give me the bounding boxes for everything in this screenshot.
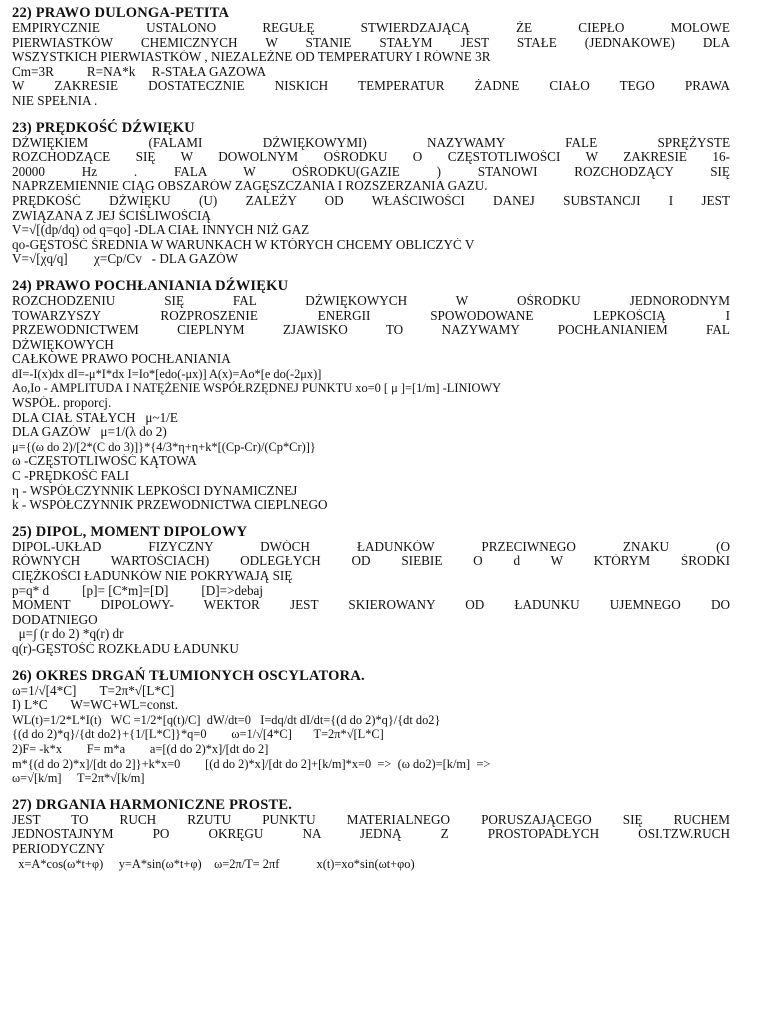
text-line: DŹWIĘKIEM (FALAMI DŹWIĘKOWYMI) NAZYWAMY FALE SPRĘŻYSTE xyxy=(12,135,730,150)
text-line: CIĘŻKOŚCI ŁADUNKÓW NIE POKRYWAJĄ SIĘ xyxy=(12,569,293,583)
section-26 xyxy=(12,669,730,786)
formula-line: I) L*C W=WC+WL=const. xyxy=(12,698,179,713)
text-line: RÓWNYCH WARTOŚCIACH) ODLEGŁYCH OD SIEBIE O d W KTÓRYM ŚRODKI xyxy=(12,554,730,569)
section-heading: 24) PRAWO POCHŁANIANIA DŹWIĘKU xyxy=(12,277,289,294)
text-line: qo-GĘSTOŚĆ ŚREDNIA W WARUNKACH W KTÓRYCH CHCEMY OBLICZYĆ V xyxy=(12,237,475,252)
formula-line: p=q* d [p]= [C*m]=[D] [D]=>debaj xyxy=(12,583,264,598)
formula-line: m*{(d do 2)*x]/[dt do 2]}+k*x=0 [(d do 2)*x]/[dt do 2]+[k/m]*x=0 => (ω do2)=[k/m] => xyxy=(12,756,491,771)
formula-line: WL(t)=1/2*L*I(t) WC =1/2*[q(t)/C] dW/dt=0 I=dq/dt dI/dt={(d do 2)*q}/{dt do2} xyxy=(12,712,441,727)
formula-line: DLA GAZÓW μ=1/(λ do 2) xyxy=(12,425,167,440)
text-line: NAPRZEMIENNIE CIĄG OBSZARÓW ZAGĘSZCZANIA I ROZSZERZANIA GAZU. xyxy=(12,179,488,194)
text-line: W ZAKRESIE DOSTATECZNIE NISKICH TEMPERATUR ŻADNE CIAŁO TEGO PRAWA xyxy=(12,79,730,94)
formula-line: V=√[(dp/dq) od q=qo] -DLA CIAŁ INNYCH NIŻ GAZ xyxy=(12,223,310,238)
formula-line: Cm=3R R=NA*k R-STAŁA GAZOWA xyxy=(12,64,267,79)
text-line: PRĘDKOŚĆ DŹWIĘKU (U) ZALEŻY OD WŁAŚCIWOŚCI DANEJ SUBSTANCJI I JEST xyxy=(12,193,730,208)
text-line: JEST TO RUCH RZUTU PUNKTU MATERIALNEGO PORUSZAJĄCEGO SIĘ RUCHEM xyxy=(12,812,730,827)
text-line: η - WSPÓŁCZYNNIK LEPKOŚCI DYNAMICZNEJ xyxy=(12,483,298,498)
section-25 xyxy=(12,525,730,657)
text-line: ROZCHODZENIU SIĘ FAL DŹWIĘKOWYCH W OŚRODKU JEDNORODNYM xyxy=(12,293,730,308)
text-line: q(r)-GĘSTOŚĆ ROZKŁADU ŁADUNKU xyxy=(12,641,239,656)
section-23 xyxy=(12,121,730,267)
text-line: DODATNIEGO xyxy=(12,612,98,627)
section-22 xyxy=(12,6,730,109)
text-line: ω -CZĘSTOTLIWOŚĆ KĄTOWA xyxy=(12,454,197,469)
text-line: 20000 Hz . FALA W OŚRODKU(GAZIE ) STANOWI ROZCHODZĄCY SIĘ xyxy=(12,164,730,179)
formula-line: μ=∫ (r do 2) *q(r) dr xyxy=(12,627,124,642)
text-line: WSPÓŁ. proporcj. xyxy=(12,396,112,411)
text-line: WSZYSTKICH PIERWIASTKÓW , NIEZALEŻNE OD TEMPERATURY I RÓWNE 3R xyxy=(12,50,491,65)
formula-line: DLA CIAŁ STAŁYCH μ~1/E xyxy=(12,410,178,425)
text-line: DŹWIĘKOWYCH xyxy=(12,337,114,352)
section-heading: 22) PRAWO DULONGA-PETITA xyxy=(12,5,230,21)
text-line: PRZEWODNICTWEM CIEPLNYM ZJAWISKO TO NAZYWAMY POCHŁANIANIEM FAL xyxy=(12,323,730,338)
section-heading: 27) DRGANIA HARMONICZNE PROSTE. xyxy=(12,796,293,813)
text-line: DIPOL-UKŁAD FIZYCZNY DWÓCH ŁADUNKÓW PRZECIWNEGO ZNAKU (O xyxy=(12,539,730,554)
text-line: CAŁKOWE PRAWO POCHŁANIANIA xyxy=(12,352,231,367)
text-line: k - WSPÓŁCZYNNIK PRZEWODNICTWA CIEPLNEGO xyxy=(12,498,328,513)
text-line: Ao,Io - AMPLITUDA I NATĘŻENIE WSPÓŁRZĘDNEJ PUNKTU xo=0 [ μ ]=[1/m] -LINIOWY xyxy=(12,381,502,396)
text-line: MOMENT DIPOLOWY- WEKTOR JEST SKIEROWANY OD ŁADUNKU UJEMNEGO DO xyxy=(12,598,730,613)
text-line: NIE SPEŁNIA . xyxy=(12,93,98,108)
formula-line: ω=√[k/m] T=2π*√[k/m] xyxy=(12,771,145,786)
formula-line: 2)F= -k*x F= m*a a=[(d do 2)*x]/[dt do 2] xyxy=(12,741,269,756)
section-27 xyxy=(12,798,730,871)
text-line: EMPIRYCZNIE USTALONO REGUŁĘ STWIERDZAJĄCĄ ŻE CIEPŁO MOLOWE xyxy=(12,21,730,35)
text-line: C -PRĘDKOŚĆ FALI xyxy=(12,469,129,484)
formula-line: μ={(ω do 2)/[2*(C do 3)]}*{4/3*η+η+k*[(Cp-Cr)/(Cp*Cr)]} xyxy=(12,439,316,454)
section-heading: 25) DIPOL, MOMENT DIPOLOWY xyxy=(12,523,248,540)
formula-line: {(d do 2)*q}/{dt do2}+{1/[L*C]}*q=0 ω=1/√[4*C] T=2π*√[L*C] xyxy=(12,727,384,742)
text-line: PIERWIASTKÓW CHEMICZNYCH W STANIE STAŁYM JEST STAŁE (JEDNAKOWE) DLA xyxy=(12,35,730,50)
text-line: ZWIĄZANA Z JEJ ŚCIŚLIWOŚCIĄ xyxy=(12,208,211,223)
text-line: TOWARZYSZY ROZPROSZENIE ENERGII SPOWODOWANE LEPKOŚCIĄ I xyxy=(12,308,730,323)
section-24 xyxy=(12,279,730,513)
section-heading: 23) PRĘDKOŚĆ DŹWIĘKU xyxy=(12,119,195,136)
text-line: JEDNOSTAJNYM PO OKRĘGU NA JEDNĄ Z PROSTOPADŁYCH OSI.TZW.RUCH xyxy=(12,827,730,842)
text-line: ROZCHODZĄCE SIĘ W DOWOLNYM OŚRODKU O CZĘSTOTLIWOŚCI W ZAKRESIE 16- xyxy=(12,150,730,165)
section-heading: 26) OKRES DRGAŃ TŁUMIONYCH OSCYLATORA. xyxy=(12,667,365,684)
text-line: PERIODYCZNY xyxy=(12,841,106,856)
formula-line: V=√[χq/q] χ=Cp/Cv - DLA GAZÓW xyxy=(12,252,239,267)
formula-line: dI=-I(x)dx dI=-μ*I*dx I=Io*[edo(-μx)] A(x)=Ao*[e do(-2μx)] xyxy=(12,366,322,381)
formula-line: x=A*cos(ω*t+φ) y=A*sin(ω*t+φ) ω=2π/T= 2πf x(t)=xo*sin(ωt+φo) xyxy=(12,856,415,871)
formula-line: ω=1/√[4*C] T=2π*√[L*C] xyxy=(12,683,175,698)
